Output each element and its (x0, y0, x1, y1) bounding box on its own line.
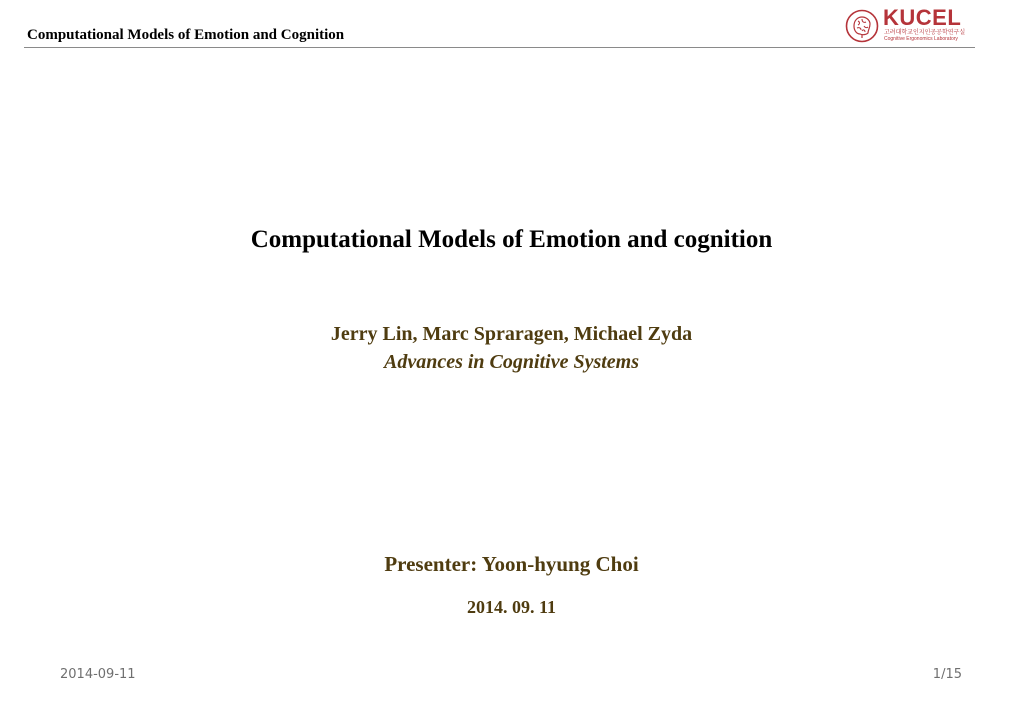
logo-korean-text: 고려대학교인지인공공학연구실 (884, 29, 966, 36)
footer-date: 2014-09-11 (60, 667, 136, 682)
slide-title: Computational Models of Emotion and cognition (250, 226, 773, 253)
kucel-logo (845, 5, 970, 44)
brain-icon (845, 9, 879, 43)
slide-date: 2014. 09. 11 (466, 597, 556, 617)
slide-presenter: Presenter: Yoon-hyung Choi (384, 552, 639, 576)
logo-english-text: Cognitive Ergonomics Laboratory (884, 36, 958, 42)
slide-authors: Jerry Lin, Marc Spraragen, Michael Zyda (330, 323, 693, 345)
logo-name: KUCEL (883, 5, 962, 30)
header-title: Computational Models of Emotion and Cognition (27, 27, 345, 43)
page-number: 1/15 (932, 667, 962, 682)
header-divider (24, 47, 975, 48)
slide-venue: Advances in Cognitive Systems (384, 351, 639, 373)
